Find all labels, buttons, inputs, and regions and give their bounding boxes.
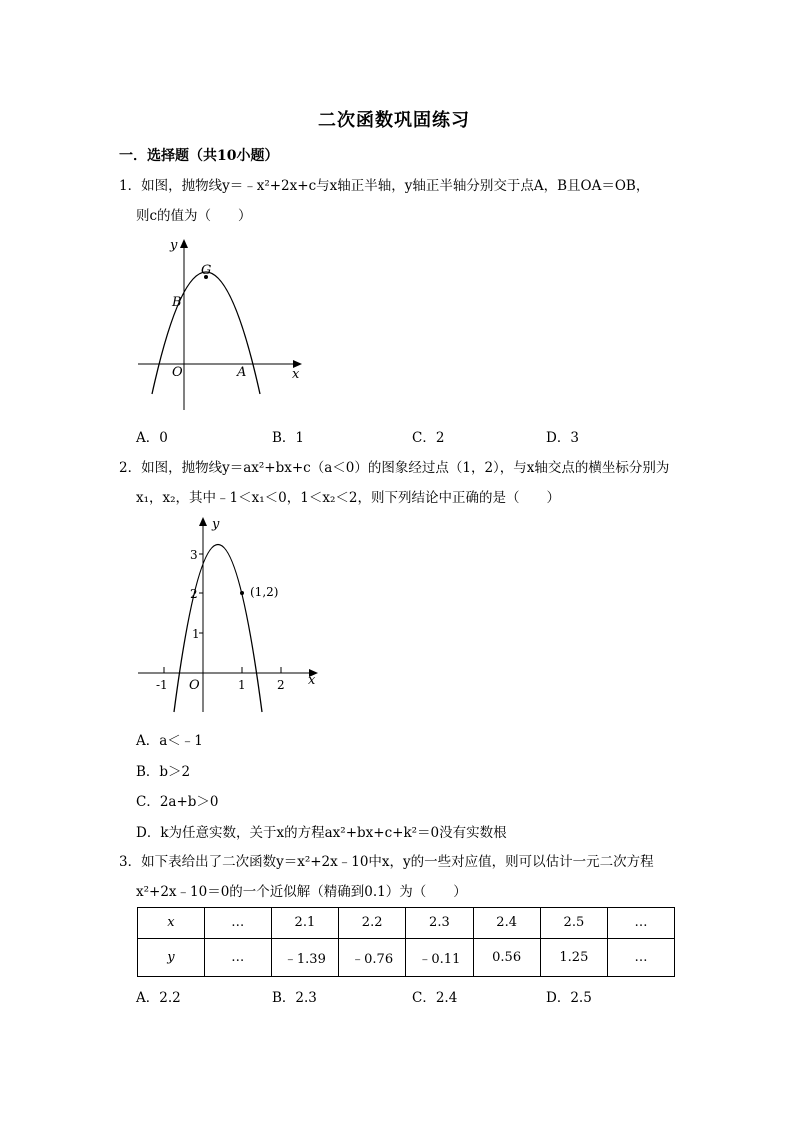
- question-1-graph: [130, 232, 310, 417]
- q1-option-c[interactable]: C．2: [412, 430, 445, 446]
- table-cell: y: [138, 938, 205, 976]
- x-axis-label: x: [308, 673, 316, 688]
- question-1-text-line2: 则c的值为（ ）: [136, 208, 252, 224]
- table-cell: ﹣0.76: [339, 938, 406, 976]
- q2-option-c[interactable]: C．2a+b＞0: [136, 794, 219, 810]
- q3-option-b[interactable]: B．2.3: [272, 990, 317, 1006]
- table-cell: 2.2: [339, 908, 406, 939]
- y-axis-label: y: [170, 238, 178, 253]
- y-axis-label: y: [212, 517, 220, 532]
- table-row-y: [138, 938, 675, 976]
- question-2-text-line2: x₁，x₂，其中﹣1＜x₁＜0，1＜x₂＜2，则下列结论中正确的是（ ）: [136, 490, 560, 506]
- point-b-label: B: [172, 295, 182, 310]
- q3-option-d[interactable]: D．2.5: [546, 990, 592, 1006]
- y-tick-3: 3: [190, 548, 198, 562]
- value-table: [137, 907, 675, 977]
- x-tick-1: 1: [238, 678, 246, 692]
- q2-option-b[interactable]: B．b＞2: [136, 764, 191, 780]
- origin-label: O: [189, 678, 200, 693]
- page-title: 二次函数巩固练习: [318, 110, 470, 131]
- q1-option-d[interactable]: D．3: [546, 430, 579, 446]
- table-cell: 2.1: [271, 908, 338, 939]
- table-cell: 2.3: [406, 908, 473, 939]
- section-heading: 一．选择题（共10小题）: [119, 148, 279, 164]
- x-tick-2: 2: [277, 678, 285, 692]
- point-1-2-marker: [240, 591, 244, 595]
- q1-option-b[interactable]: B．1: [272, 430, 305, 446]
- y-tick-1: 1: [192, 627, 200, 641]
- table-row-x: [138, 908, 675, 939]
- table-cell: ﹣0.11: [406, 938, 473, 976]
- x-tick-minus-1: -1: [156, 678, 168, 692]
- q3-option-a[interactable]: A．2.2: [136, 990, 181, 1006]
- table-cell: 2.5: [540, 908, 607, 939]
- point-g-label: G: [201, 263, 212, 278]
- x-axis-label: x: [292, 367, 300, 382]
- table-cell: 0.56: [473, 938, 540, 976]
- table-cell: ﹣1.39: [271, 938, 338, 976]
- point-a-label: A: [237, 365, 247, 380]
- question-1-text: 1．如图，抛物线y＝﹣x²+2x+c与x轴正半轴，y轴正半轴分别交于点A，B且OA＝OB，: [119, 178, 650, 194]
- question-3-text: 3．如下表给出了二次函数y＝x²+2x﹣10中x，y的一些对应值，则可以估计一元二次方程: [119, 854, 654, 870]
- table-cell: …: [204, 908, 271, 939]
- y-tick-2: 2: [190, 587, 198, 601]
- question-2-graph: [130, 512, 330, 717]
- table-cell: 1.25: [540, 938, 607, 976]
- table-cell: …: [204, 938, 271, 976]
- q1-option-a[interactable]: A．0: [136, 430, 168, 446]
- table-cell: …: [608, 938, 675, 976]
- q3-option-c[interactable]: C．2.4: [412, 990, 458, 1006]
- table-cell: 2.4: [473, 908, 540, 939]
- origin-label: O: [172, 365, 183, 380]
- table-cell: …: [608, 908, 675, 939]
- question-2-text: 2．如图，抛物线y＝ax²+bx+c（a＜0）的图象经过点（1，2），与x轴交点的横坐标分别为: [119, 460, 670, 476]
- q2-option-a[interactable]: A．a＜﹣1: [136, 733, 203, 749]
- table-cell: x: [138, 908, 205, 939]
- parabola-curve: [174, 545, 262, 713]
- question-3-text-line2: x²+2x﹣10＝0的一个近似解（精确到0.1）为（ ）: [136, 884, 467, 900]
- q2-option-d[interactable]: D．k为任意实数，关于x的方程ax²+bx+c+k²＝0没有实数根: [136, 825, 507, 841]
- point-label: (1,2): [250, 585, 279, 599]
